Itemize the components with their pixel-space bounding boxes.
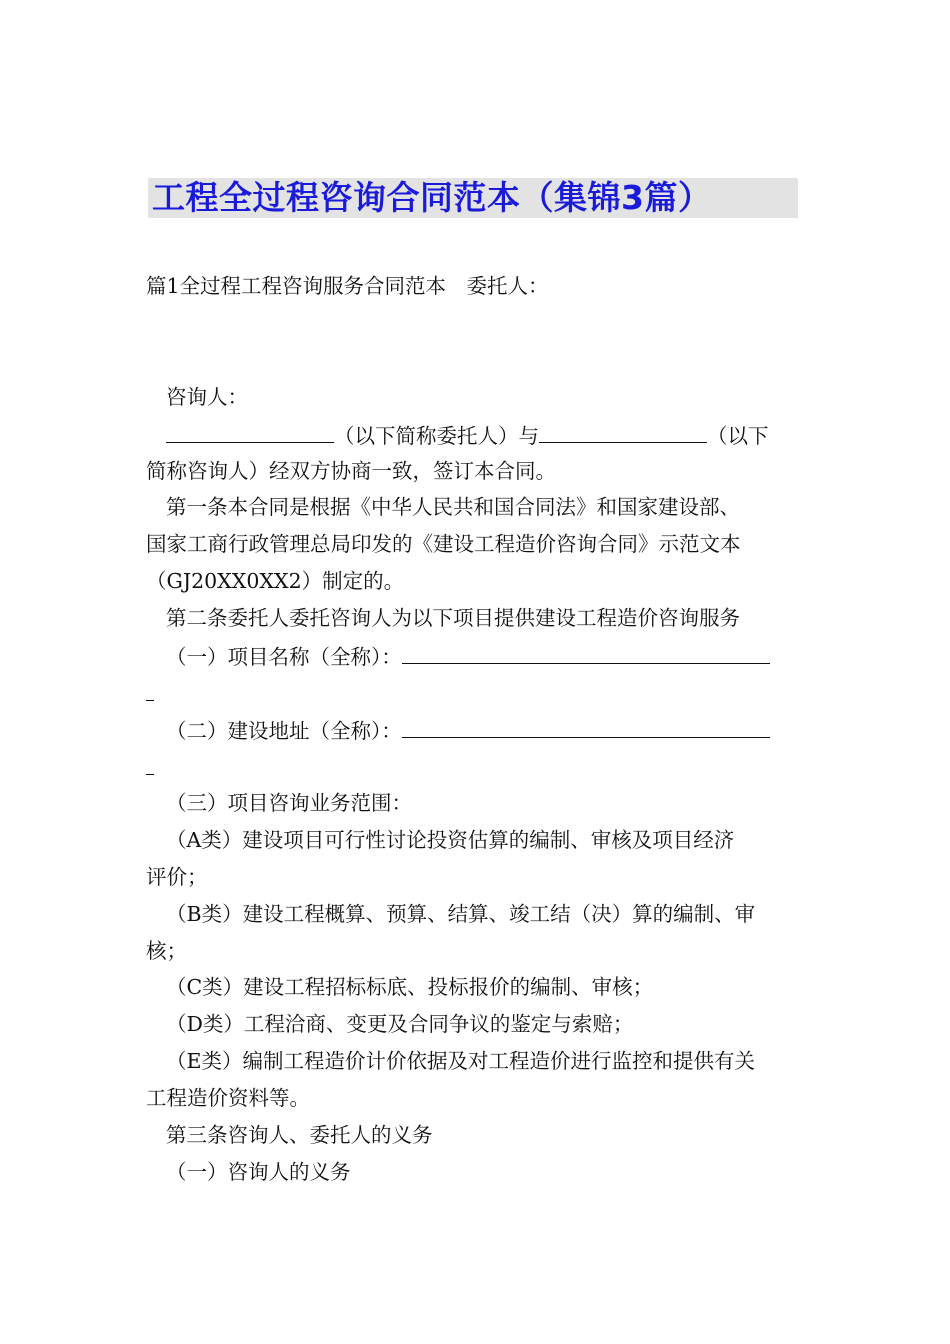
category-c: （C类）建设工程招标标底、投标报价的编制、审核； [166,975,654,999]
article-1-line-3: （GJ20XX0XX2）制定的。 [146,569,405,593]
category-e-line-2: 工程造价资料等。 [146,1086,310,1110]
article-2: 第二条委托人委托咨询人为以下项目提供建设工程造价咨询服务 [166,606,740,630]
blank-tail [146,752,154,775]
project-name-blank-cont [146,678,808,708]
category-e-line-1: （E类）编制工程造价计价依据及对工程造价进行监控和提供有关 [166,1049,755,1073]
party-text-a: （以下简称委托人）与 [334,424,539,448]
category-d: （D类）工程洽商、变更及合同争议的鉴定与索赔； [166,1012,634,1036]
address-blank-cont [146,752,808,782]
article-3-item-1: （一）咨询人的义务 [166,1160,351,1184]
party-line-cont: 简称咨询人）经双方协商一致，签订本合同。 [146,459,556,483]
category-a-line-1: （A类）建设项目可行性讨论投资估算的编制、审核及项目经济 [166,828,735,852]
project-name-blank [402,641,770,664]
document-title: 工程全过程咨询合同范本（集锦3篇） [148,178,798,218]
category-a-line-2: 评价； [146,865,208,889]
client-name-blank [166,420,334,443]
article-1-line-1: 第一条本合同是根据《中华人民共和国合同法》和国家建设部、 [166,495,740,519]
category-b-line-2: 核； [146,939,187,963]
article-1-line-2: 国家工商行政管理总局印发的《建设工程造价咨询合同》示范文本 [146,532,741,556]
address-line [166,715,808,745]
project-name-line [166,641,808,671]
address-blank [402,715,770,738]
scope-heading: （三）项目咨询业务范围： [166,791,412,815]
consultant-name-blank [539,420,707,443]
party-line [166,420,808,450]
section-heading: 篇1全过程工程咨询服务合同范本 委托人： [146,274,549,298]
blank-tail [146,678,154,701]
party-text-b: （以下 [707,424,769,448]
project-name-label: （一）项目名称（全称）： [166,645,402,669]
consultant-label: 咨询人： [166,385,248,409]
category-b-line-1: （B类）建设工程概算、预算、结算、竣工结（决）算的编制、审 [166,902,756,926]
article-3: 第三条咨询人、委托人的义务 [166,1123,433,1147]
address-label: （二）建设地址（全称）： [166,719,402,743]
